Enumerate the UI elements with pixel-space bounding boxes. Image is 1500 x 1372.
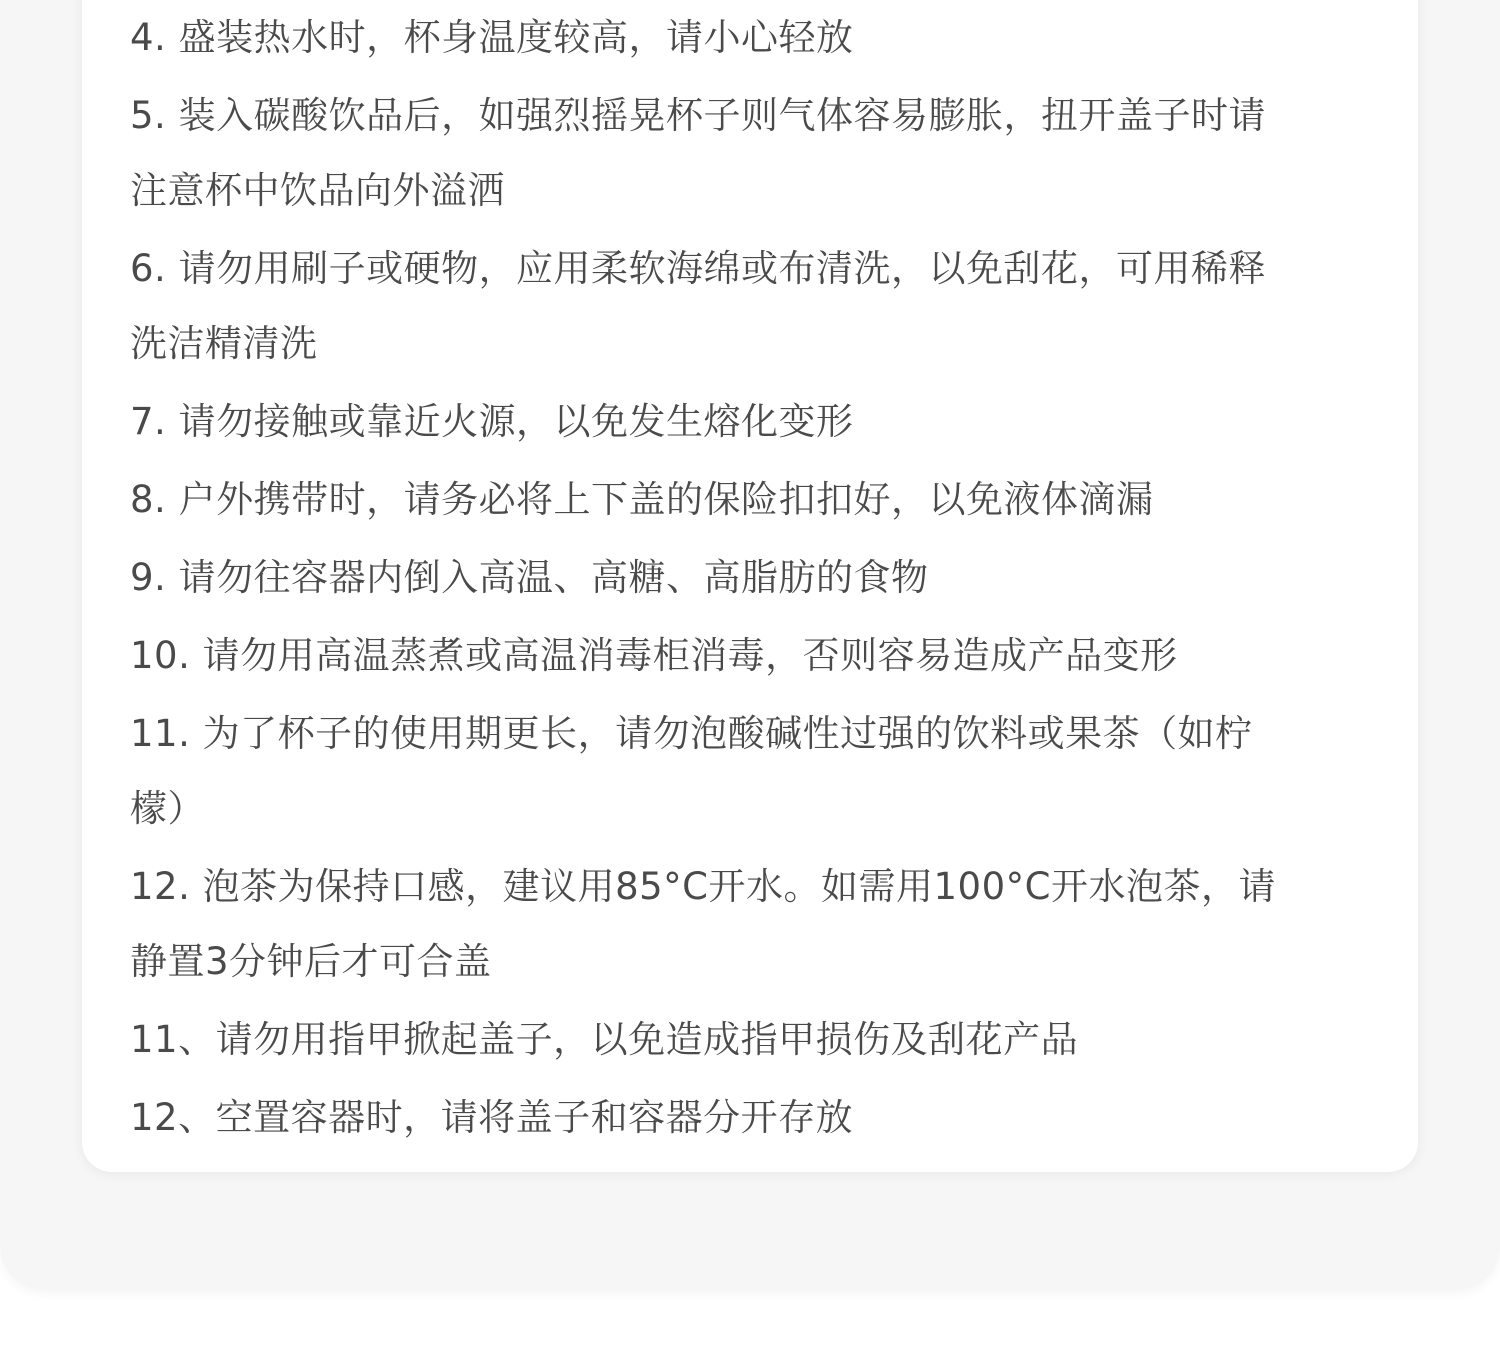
note-line: 8. 户外携带时，请务必将上下盖的保险扣扣好，以免液体滴漏 <box>130 478 1154 521</box>
note-item-12 <box>130 849 1370 999</box>
note-line: 10. 请勿用高温蒸煮或高温消毒柜消毒，否则容易造成产品变形 <box>130 634 1178 677</box>
note-item-12-alt <box>130 1080 1370 1155</box>
usage-notes-list <box>130 0 1370 1158</box>
note-line-continued: 檬） <box>130 787 205 830</box>
note-line-continued: 洗洁精清洗 <box>130 322 318 365</box>
note-item-6 <box>130 231 1370 381</box>
note-line: 11、请勿用指甲掀起盖子，以免造成指甲损伤及刮花产品 <box>130 1018 1079 1061</box>
note-line: 4. 盛装热水时，杯身温度较高，请小心轻放 <box>130 16 854 59</box>
note-item-7 <box>130 384 1370 459</box>
note-line: 11. 为了杯子的使用期更长，请勿泡酸碱性过强的饮料或果茶（如柠 <box>130 712 1253 755</box>
note-line-continued: 注意杯中饮品向外溢洒 <box>130 169 505 212</box>
note-item-8 <box>130 462 1370 537</box>
note-line: 12、空置容器时，请将盖子和容器分开存放 <box>130 1096 854 1139</box>
note-item-9 <box>130 540 1370 615</box>
note-line: 5. 装入碳酸饮品后，如强烈摇晃杯子则气体容易膨胀，扭开盖子时请 <box>130 94 1267 137</box>
note-line-continued: 静置3分钟后才可合盖 <box>130 940 492 983</box>
note-line: 12. 泡茶为保持口感，建议用85°C开水。如需用100°C开水泡茶，请 <box>130 865 1276 908</box>
note-item-5 <box>130 78 1370 228</box>
note-item-11-alt <box>130 1002 1370 1077</box>
note-line: 9. 请勿往容器内倒入高温、高糖、高脂肪的食物 <box>130 556 929 599</box>
note-item-10 <box>130 618 1370 693</box>
note-item-11 <box>130 696 1370 846</box>
note-line: 7. 请勿接触或靠近火源，以免发生熔化变形 <box>130 400 854 443</box>
note-line: 6. 请勿用刷子或硬物，应用柔软海绵或布清洗，以免刮花，可用稀释 <box>130 247 1267 290</box>
note-item-4 <box>130 0 1370 75</box>
